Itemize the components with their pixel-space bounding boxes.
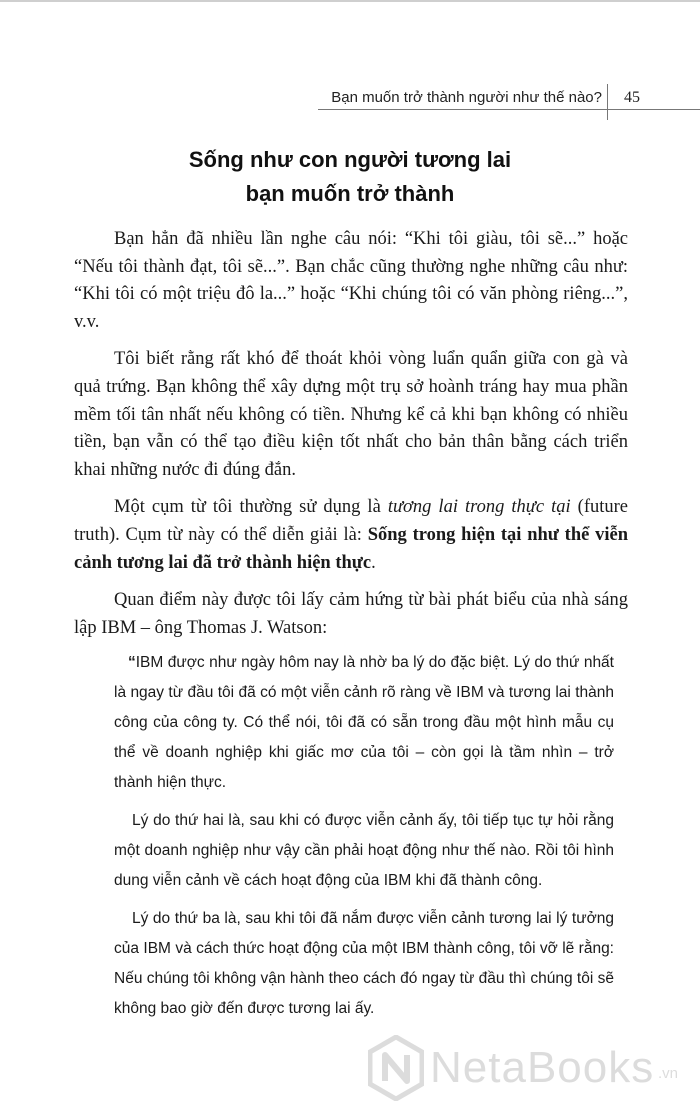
paragraph-3-italic: tương lai trong thực tại <box>387 497 571 518</box>
paragraph-4: Quan điểm này được tôi lấy cảm hứng từ bài phát biểu của nhà sáng lập IBM – ông Thomas J. Watson: <box>74 590 628 638</box>
netabooks-watermark <box>368 1035 688 1105</box>
section-title-line-1: Sống như con người tương lai <box>188 147 512 172</box>
watermark-suffix: .vn <box>658 1065 679 1082</box>
paragraph-1: Bạn hẳn đã nhiều lần nghe câu nói: “Khi tôi giàu, tôi sẽ...” hoặc “Nếu tôi thành đạt, tôi sẽ...”. Bạn chắc cũng thường nghe những câu như: “Khi tôi có một triệu đô la...” hoặc “Khi chúng tôi có văn phòng riêng...”, v.v. <box>74 229 628 332</box>
page-top-edge <box>0 0 700 2</box>
paragraph-3 <box>74 494 628 577</box>
section-title-line-2: bạn muốn trở thành <box>245 181 455 206</box>
section-title <box>0 143 700 211</box>
paragraph-3-text-b: (future truth). Cụm từ này có thể diễn giải là: <box>74 497 628 545</box>
quote-paragraph-3: Lý do thứ ba là, sau khi tôi đã nắm được viễn cảnh tương lai lý tưởng của IBM và cách thức hoạt động của một IBM thành công, tôi vỡ lẽ rằng: Nếu chúng tôi không vận hành theo cách đó ngay từ đầu thì chúng tôi sẽ không bao giờ đến được tương lai ấy. <box>114 910 614 1017</box>
netabooks-logo-icon <box>368 1035 424 1101</box>
paragraph-3-text-a: Một cụm từ tôi thường sử dụng là <box>114 497 388 518</box>
quote-paragraph-1 <box>114 648 614 798</box>
block-quote <box>114 648 614 1032</box>
quote-paragraph-1-text: IBM được như ngày hôm nay là nhờ ba lý do đặc biệt. Lý do thứ nhất là ngay từ đầu tôi đã có một viễn cảnh rõ ràng về IBM và tương lai thành công của công ty. Có thể nói, tôi đã có sẵn trong đầu một hình mẫu cụ thể về doanh nghiệp khi giấc mơ của tôi – còn gọi là tầm nhìn – trở thành hiện thực. <box>114 654 614 791</box>
watermark-brand: NetaBooks <box>430 1043 655 1092</box>
paragraph-2: Tôi biết rằng rất khó để thoát khỏi vòng luẩn quẩn giữa con gà và quả trứng. Bạn không thể xây dựng một trụ sở hoành tráng hay mua phần mềm tối tân nhất nếu không có tiền. Nhưng kể cả khi bạn không có nhiều tiền, bạn vẫn có thể tạo điều kiện tốt nhất cho bản thân bằng cách triển khai những nước đi đúng đắn. <box>74 349 628 480</box>
body-text <box>74 226 628 652</box>
quote-paragraph-2: Lý do thứ hai là, sau khi có được viễn cảnh ấy, tôi tiếp tục tự hỏi rằng một doanh nghiệp như vậy cần phải hoạt động như thế nào. Rồi tôi hình dung viễn cảnh về cách hoạt động của IBM khi đã thành công. <box>114 812 614 889</box>
page-number-rule <box>600 109 700 110</box>
paragraph-3-text-c: . <box>371 552 376 573</box>
page-number: 45 <box>624 89 640 106</box>
open-quote-mark: “ <box>128 654 136 671</box>
page-number-separator <box>607 84 608 120</box>
running-title: Bạn muốn trở thành người như thế nào? <box>331 89 602 106</box>
paragraph-3-bold: Sống trong hiện tại như thể viễn cảnh tương lai đã trở thành hiện thực <box>74 524 628 573</box>
header-rule <box>318 109 600 110</box>
